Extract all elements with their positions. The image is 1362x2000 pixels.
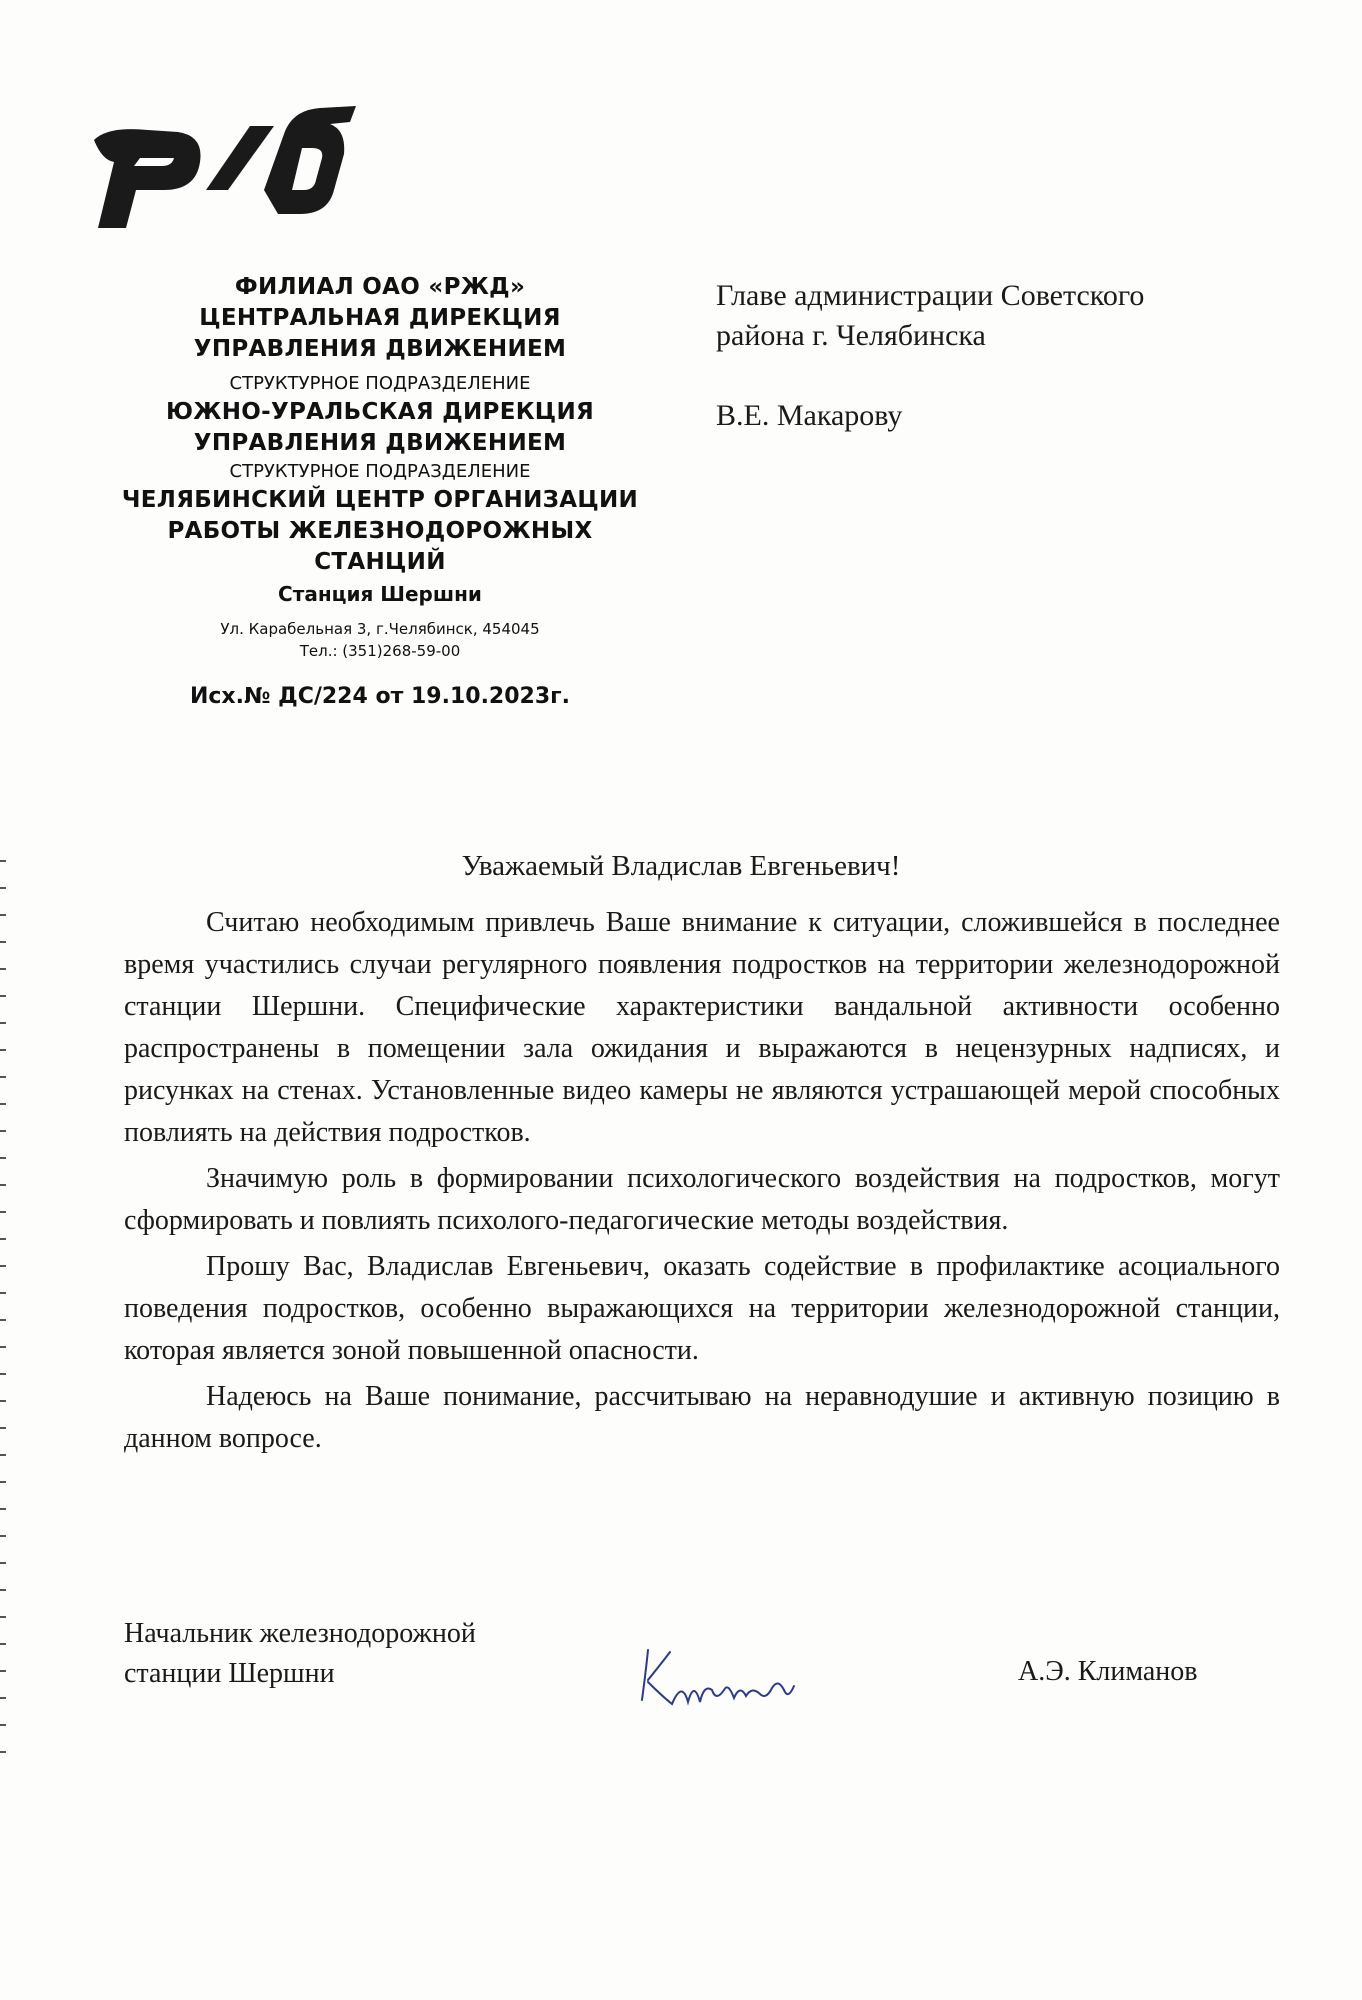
signatory-name: А.Э. Климанов — [1018, 1656, 1198, 1687]
recipient-line: Главе администрации Советского — [716, 279, 1145, 312]
sender-line: РАБОТЫ ЖЕЛЕЗНОДОРОЖНЫХ СТАНЦИЙ — [167, 518, 593, 575]
body-paragraph: Надеюсь на Ваше понимание, рассчитываю на неравнодушие и активную позицию в данном вопросе. — [124, 1381, 1280, 1454]
signatory-title — [124, 1614, 476, 1694]
handwritten-signature — [634, 1640, 814, 1720]
recipient-name: В.Е. Макарову — [716, 399, 903, 432]
outgoing-reference: Исх.№ ДС/224 от 19.10.2023г. — [189, 684, 571, 709]
sender-address: Ул. Карабельная 3, г.Челябинск, 454045 — [220, 620, 540, 638]
sender-line: ЮЖНО-УРАЛЬСКАЯ ДИРЕКЦИЯ — [165, 399, 595, 425]
sender-line: СТРУКТУРНОЕ ПОДРАЗДЕЛЕНИЕ — [229, 461, 531, 482]
signatory-title-line: Начальник железнодорожной — [124, 1618, 476, 1649]
sender-line: ЦЕНТРАЛЬНАЯ ДИРЕКЦИЯ — [199, 305, 561, 331]
body-paragraph: Прошу Вас, Владислав Евгеньевич, оказать содействие в профилактике асоциального поведения подростков, особенно выражающихся на территории железнодорожной станции, которая является зоной повышенной опасности. — [124, 1251, 1280, 1366]
sender-line: ЧЕЛЯБИНСКИЙ ЦЕНТР ОРГАНИЗАЦИИ — [121, 487, 639, 513]
rzd-logo — [88, 104, 356, 232]
sender-line: СТРУКТУРНОЕ ПОДРАЗДЕЛЕНИЕ — [229, 373, 531, 394]
salutation: Уважаемый Владислав Евгеньевич! — [461, 850, 901, 882]
recipient-block — [716, 276, 1316, 436]
letter-body — [124, 902, 1280, 1460]
sender-line: УПРАВЛЕНИЯ ДВИЖЕНИЕМ — [193, 336, 567, 362]
body-paragraph: Считаю необходимым привлечь Ваше внимание к ситуации, сложившейся в последнее время участились случаи регулярного появления подростков на территории железнодорожной станции Шершни. Специфические характеристики вандальной активности особенно распространены в помещении зала ожидания и выражаются в нецензурных надписях, и рисунках на стенах. Установленные видео камеры не являются устрашающей мерой способных повлиять на действия подростков. — [124, 907, 1280, 1148]
recipient-line: района г. Челябинска — [716, 319, 986, 352]
sender-station: Станция Шершни — [278, 582, 482, 606]
scan-edge-marks — [0, 860, 10, 1760]
sender-block — [100, 272, 660, 712]
body-paragraph: Значимую роль в формировании психологического воздействия на подростков, могут сформировать и повлиять психолого-педагогические методы воздействия. — [124, 1163, 1280, 1236]
signatory-title-line: станции Шершни — [124, 1658, 335, 1689]
sender-line: ФИЛИАЛ ОАО «РЖД» — [234, 274, 526, 300]
sender-phone: Тел.: (351)268-59-00 — [299, 642, 461, 660]
sender-line: УПРАВЛЕНИЯ ДВИЖЕНИЕМ — [193, 430, 567, 456]
